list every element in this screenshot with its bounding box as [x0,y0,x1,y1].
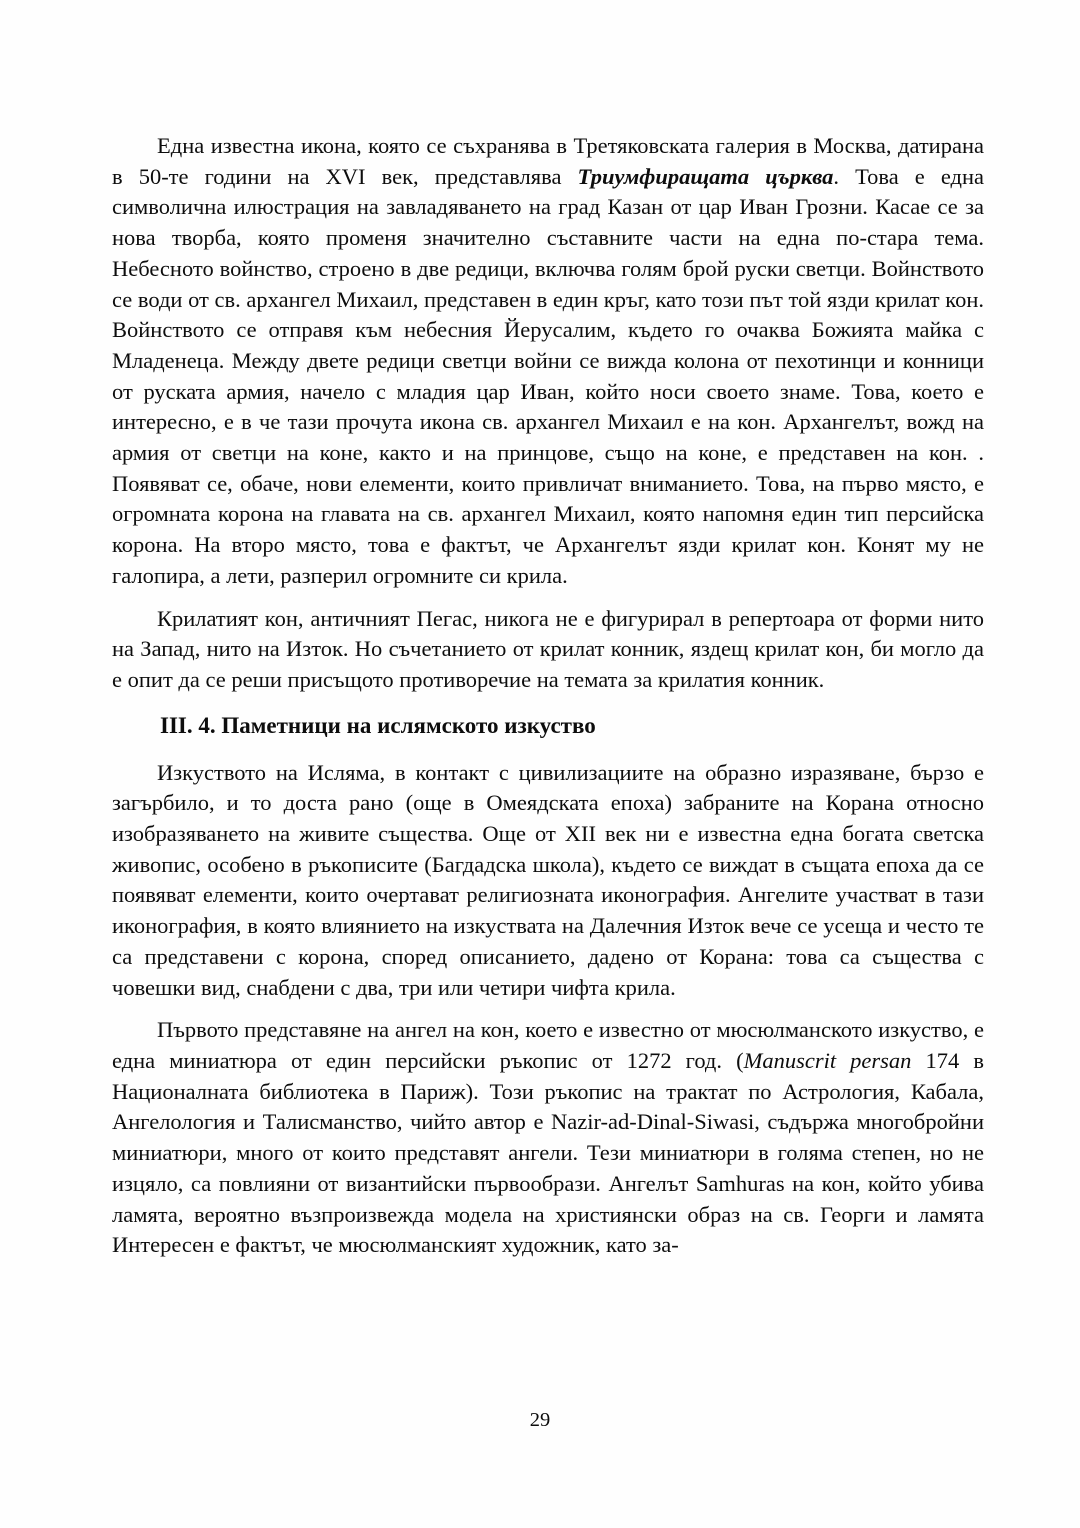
para1-text-after: . Това е една символична илюстрация на завладяването на град Казан от цар Иван Грозни. Касае се за нова творба, която променя значително съставните части на една по-стара тема. Небесното войнство, строено в две редици, включва голям брой руски светци. Войнството се води от св. архангел Михаил, представен в един кръг, като този път той язди крилат кон. Войнството се отправя към небесния Йерусалим, където го очаква Божията майка с Младенеца. Между двете редици светци войни се вижда колона от пехотинци и конници от руската армия, начело с младия цар Иван, който носи своето знаме. Това, което е интересно, е в че тази прочута икона св. архангел Михаил е на кон. Архангелът, вожд на армия от светци на коне, както и на принцове, също на коне, е представен на кон. . Появяват се, обаче, нови елементи, които привличат вниманието. Това, на първо място, е огромната корона на главата на св. архангел Михаил, която напомня един тип персийска корона. На второ място, това е фактът, че Архангелът язди крилат кон. Конят му не галопира, а лети, разперил огромните си крила. [112,163,984,588]
para2-text: Крилатият кон, античният Пегас, никога не е фигурирал в репертоара от форми нито на Запад, нито на Изток. Но съчетанието от крилат конник, яздещ крилат кон, би могло да е опит да се реши присъщото противоречие на темата за крилатия конник. [112,605,984,692]
para4-text-before: Първото представяне на ангел на кон, което е известно от мюсюлманското изкуство, е една миниатюра от един персийски ръкопис от 1272 год. ( [112,1017,984,1073]
paragraph-winged-horse [112,604,984,696]
para3-text: Изкуството на Исляма, в контакт с цивилизациите на образно изразяване, бързо е загърбило, и то доста рано (още в Омеядската епоха) забраните на Корана относно изобразяването на живите същества. Още от XII век ни е известна една богата светска живопис, особено в ръкописите (Багдадска школа), където се виждат в същата епоха да се появяват елементи, които очертават религиозната иконография. Ангелите участват в тази иконография, в която влиянието на изкуствата на Далечния Изток вече се усеща и често те са представени с корона, според описанието, дадено от Корана: това са същества с човешки вид, снабдени с два, три или четири чифта крила. [112,759,984,1000]
paragraph-first-angel-miniature [112,1015,984,1261]
para4-manuscript-title: Manuscrit persan [743,1047,912,1073]
section-heading: III. 4. Паметници на ислямското изкуство [160,712,596,738]
paragraph-icon-tretyakov [112,131,984,592]
page-number: 29 [529,1409,551,1431]
page-content [112,131,984,1273]
para1-title-emphasis: Триумфиращата църква [577,163,834,189]
paragraph-islamic-art [112,758,984,1004]
para4-text-after: 174 в Националната библиотека в Париж). Този ръкопис на трактат по Астрология, Кабала, Ангелология и Талисманство, чийто автор е Nazir-ad-Dinal-Siwasi, съдържа многобройни миниатюри, много от които представят ангели. Тези миниатюри в голяма степен, но не изцяло, са повлияни от византийски първообрази. Ангелът Samhuras на кон, който убива ламята, вероятно възпроизвежда модела на християнски образ на св. Георги и ламята Интересен е фактът, че мюсюлманският художник, като за- [112,1047,985,1258]
para1-text-before: Една известна икона, която се съхранява в Третяковската галерия в Москва, датирана в 50-те години на XVI век, представлява [112,133,984,189]
